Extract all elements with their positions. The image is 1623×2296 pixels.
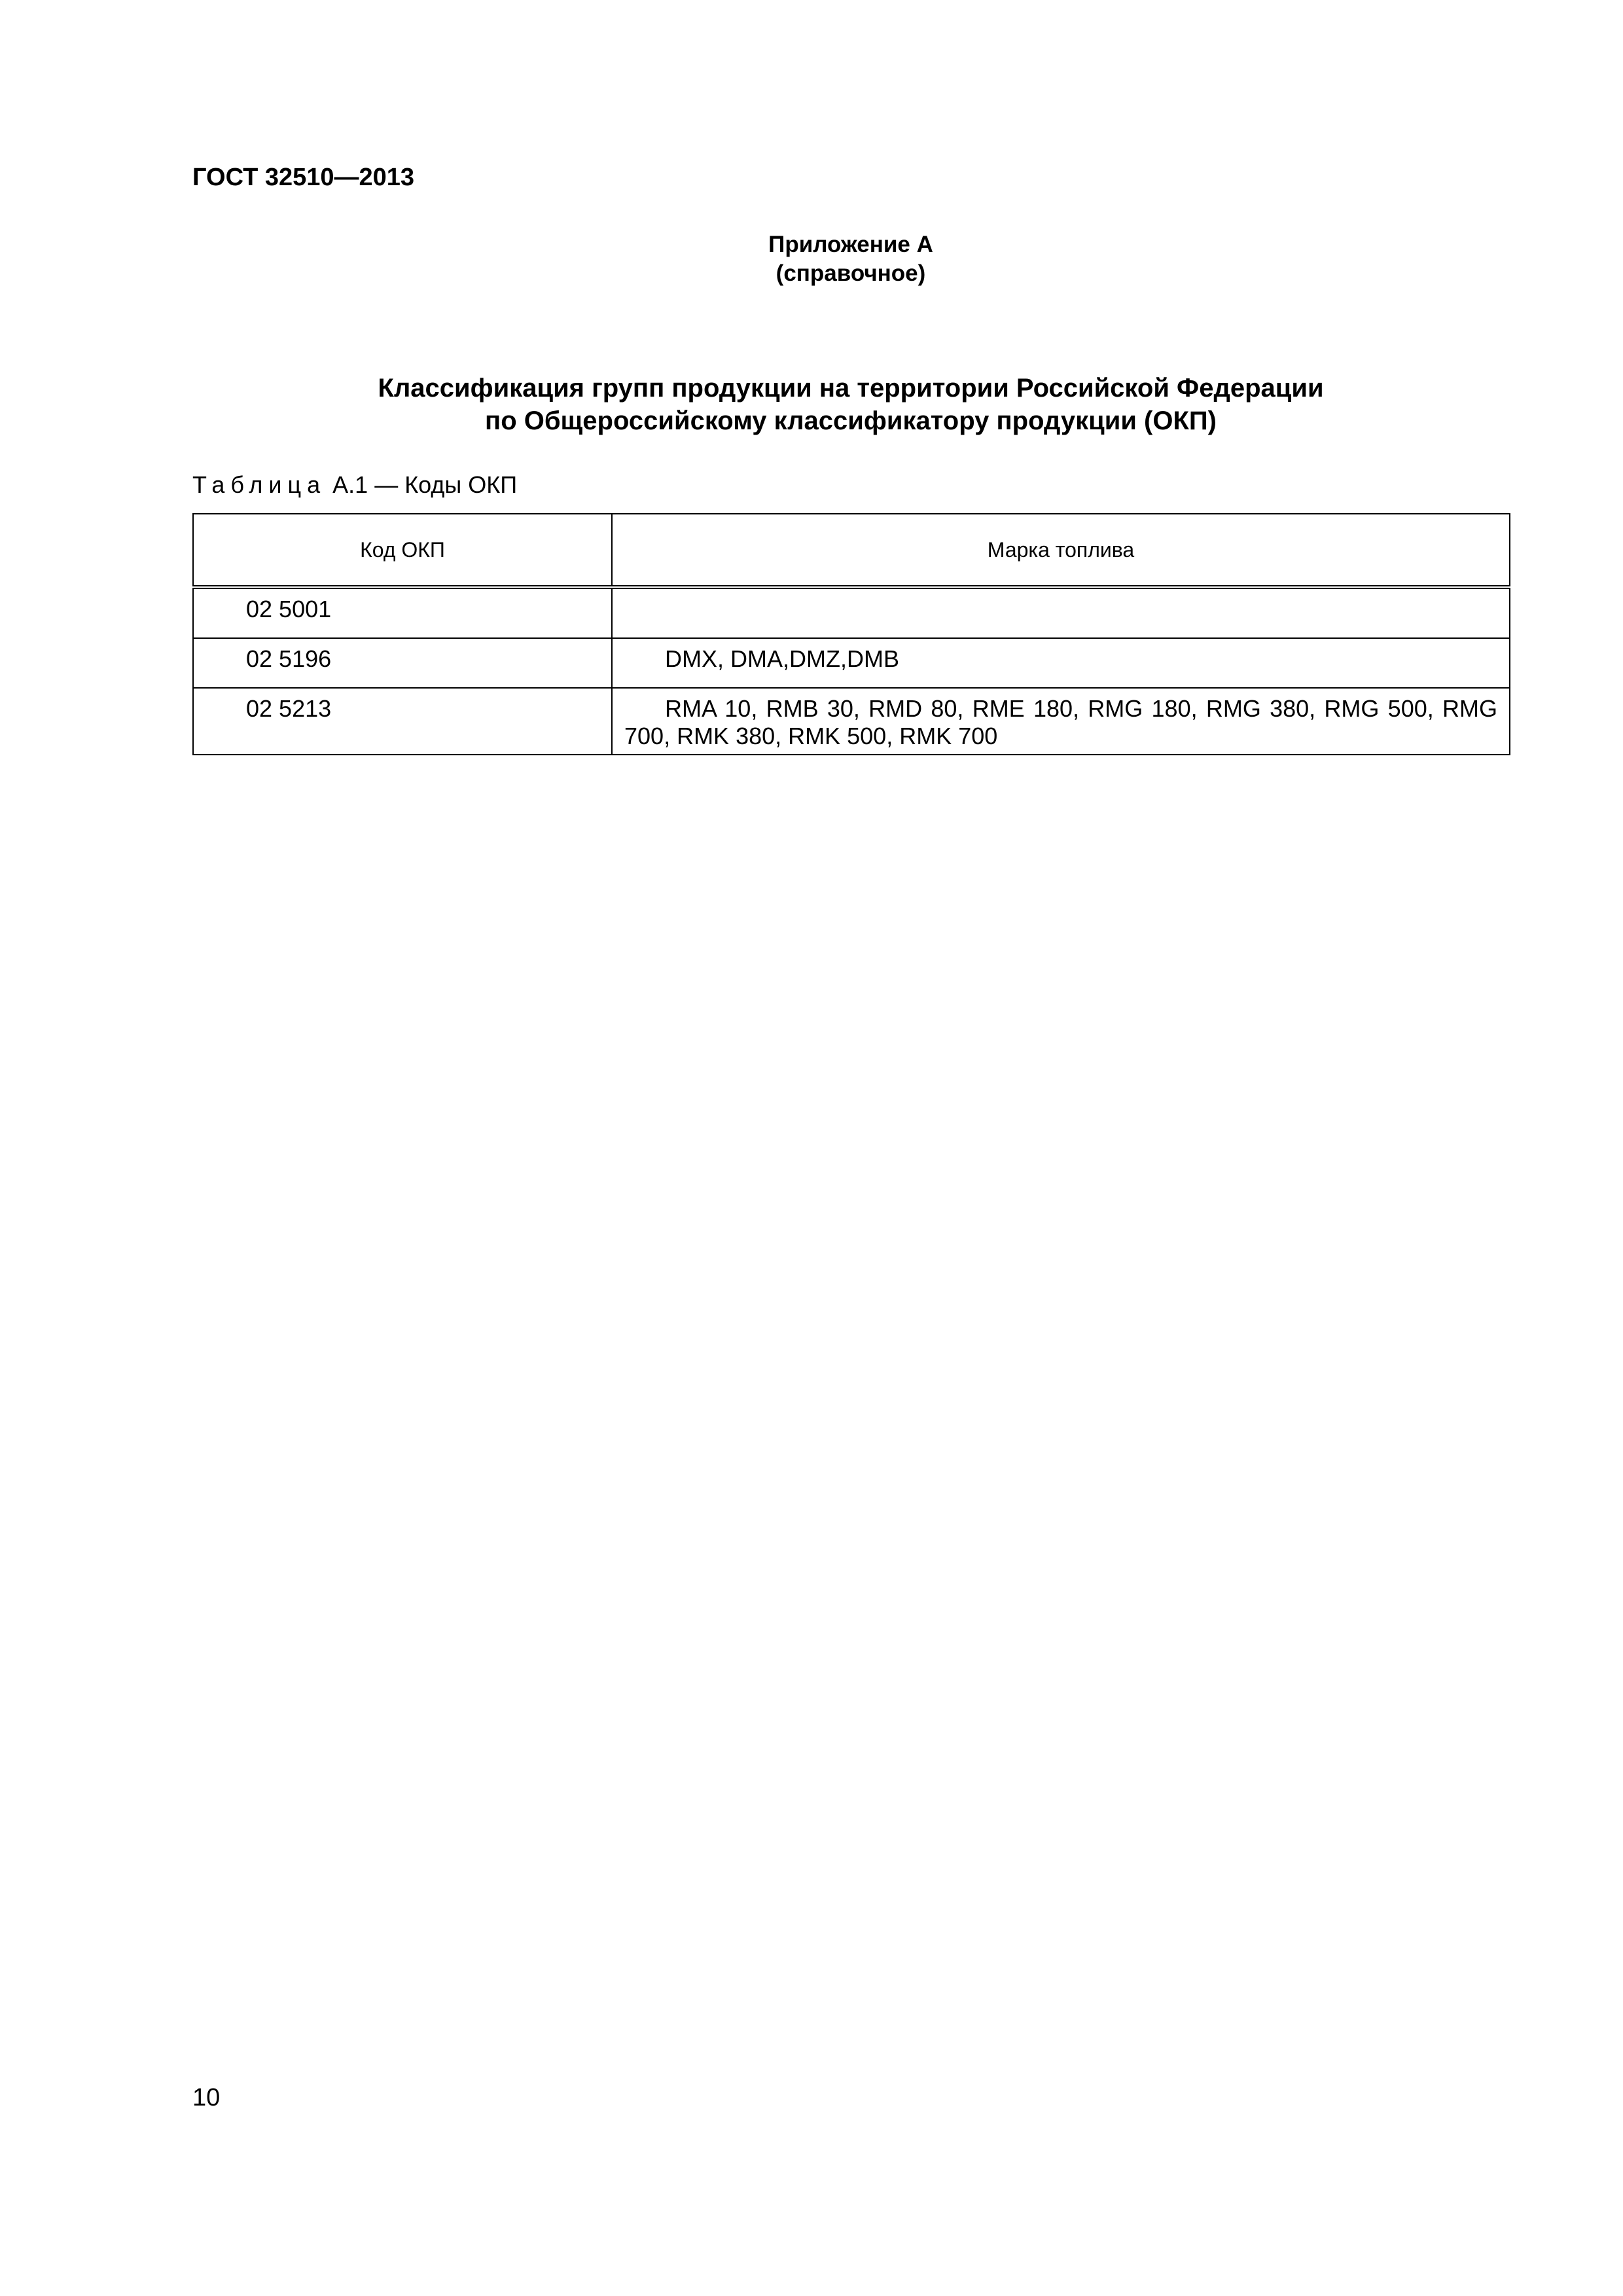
okp-code-cell: 02 5213	[193, 688, 612, 755]
fuel-grade-cell: RMA 10, RMB 30, RMD 80, RME 180, RMG 180, RMG 380, RMG 500, RMG 700, RMK 380, RMK 500, RMK 700	[612, 688, 1510, 755]
table-header-row	[193, 514, 1510, 587]
fuel-grade-cell: DMX, DMA,DMZ,DMB	[612, 638, 1510, 688]
column-header-grade: Марка топлива	[612, 514, 1510, 587]
document-code: ГОСТ 32510—2013	[192, 164, 415, 191]
table-row	[193, 638, 1510, 688]
okp-codes-table	[192, 513, 1510, 755]
section-title-line-1: Классификация групп продукции на территории Российской Федерации	[378, 374, 1324, 403]
section-title-line-2: по Общероссийскому классификатору продукции (ОКП)	[485, 406, 1217, 435]
table-caption-label: Таблица	[192, 471, 327, 498]
table-caption-text: А.1 — Коды ОКП	[332, 471, 518, 498]
appendix-heading	[681, 230, 1021, 288]
fuel-grade-cell	[612, 587, 1510, 638]
appendix-title: Приложение А	[768, 232, 933, 257]
okp-code-cell: 02 5001	[193, 587, 612, 638]
table-row	[193, 587, 1510, 638]
page-number: 10	[192, 2084, 221, 2111]
appendix-subtitle: (справочное)	[776, 260, 926, 286]
section-title	[192, 372, 1509, 437]
column-header-code: Код ОКП	[193, 514, 612, 587]
table-row	[193, 688, 1510, 755]
table-caption	[192, 470, 517, 500]
okp-code-cell: 02 5196	[193, 638, 612, 688]
